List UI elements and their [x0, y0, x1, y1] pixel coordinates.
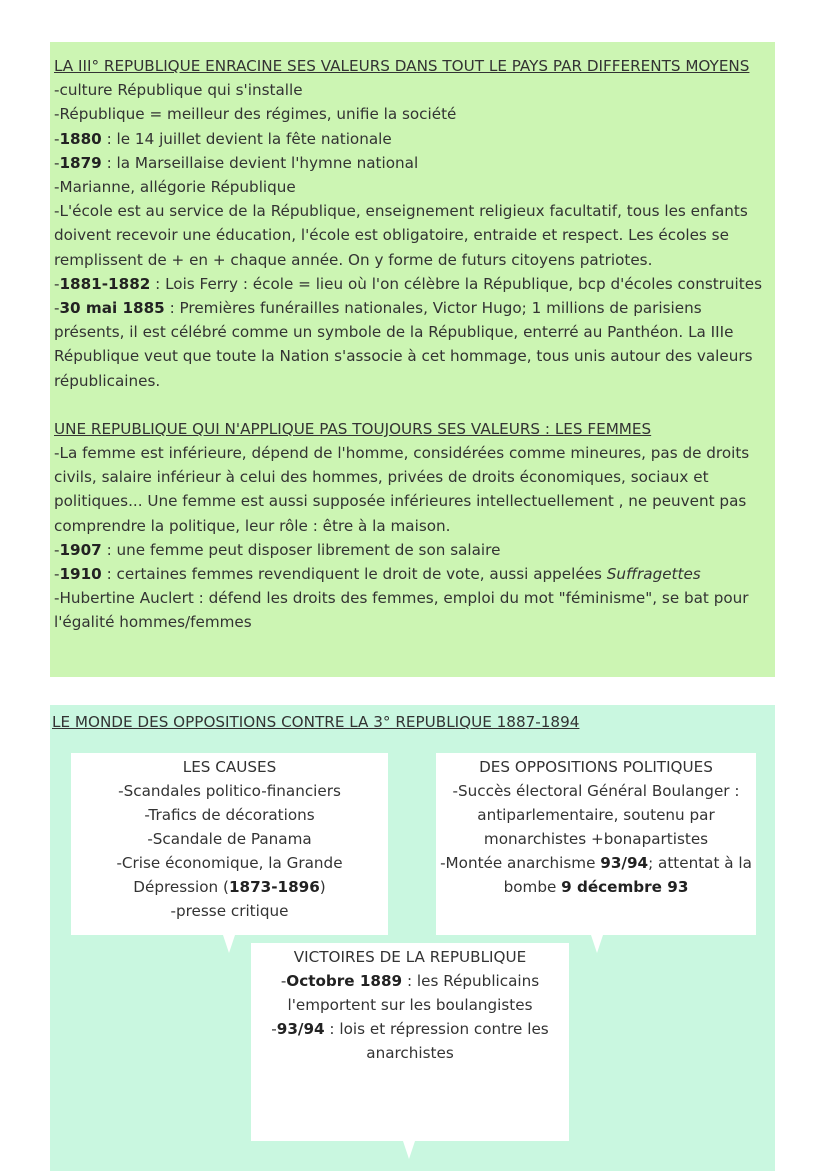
box-line: Dépression (1873-1896) — [133, 878, 326, 896]
box-line: anarchistes — [366, 1044, 454, 1062]
box-line: -Crise économique, la Grande — [116, 854, 343, 872]
list-item: -30 mai 1885 : Premières funérailles nationales, Victor Hugo; 1 millions de parisiens présents, il est célébré comme un symbole de la République, enterré au Panthéon. La IIIe République veut que toute la Nation s'associe à cet hommage, tous unis autour des valeurs républicaines. — [54, 299, 753, 390]
list-item: -culture République qui s'installe — [54, 81, 303, 100]
box-line: bombe 9 décembre 93 — [503, 878, 689, 896]
list-item: -Hubertine Auclert : défend les droits des femmes, emploi du mot "féminisme", se bat pour l'égalité hommes/femmes — [54, 589, 749, 632]
date-bold: 1907 — [59, 540, 102, 559]
box-title: VICTOIRES DE LA REPUBLIQUE — [293, 948, 527, 966]
date-bold: 1910 — [59, 565, 102, 584]
green-section — [50, 42, 775, 677]
date-bold: 1880 — [59, 129, 102, 148]
list-item: -Marianne, allégorie République — [54, 178, 296, 197]
box-line: -Octobre 1889 : les Républicains — [280, 972, 540, 990]
speech-tail — [403, 1141, 415, 1159]
list-item: -1880 : le 14 juillet devient la fête nationale — [54, 129, 392, 148]
box-line: monarchistes +bonapartistes — [483, 830, 709, 848]
date-bold: 1881-1882 — [59, 274, 151, 293]
list-item: -1910 : certaines femmes revendiquent le droit de vote, aussi appelées Suffragettes — [54, 565, 701, 584]
speech-tail — [591, 935, 603, 953]
causes-box — [71, 753, 388, 935]
box-line: -Trafics de décorations — [144, 806, 315, 824]
box-line: -presse critique — [170, 902, 289, 920]
list-item: -1881-1882 : Lois Ferry : école = lieu où l'on célèbre la République, bcp d'écoles construites — [54, 274, 762, 293]
box-line: l'emportent sur les boulangistes — [287, 996, 533, 1014]
heading-republic-values: LA III° REPUBLIQUE ENRACINE SES VALEURS DANS TOUT LE PAYS PAR DIFFERENTS MOYENS — [54, 57, 750, 75]
heading-oppositions: LE MONDE DES OPPOSITIONS CONTRE LA 3° REPUBLIQUE 1887-1894 — [52, 713, 580, 731]
list-item: -1879 : la Marseillaise devient l'hymne national — [54, 153, 419, 172]
box-line: -Scandales politico-financiers — [118, 782, 341, 800]
box-title: DES OPPOSITIONS POLITIQUES — [479, 758, 713, 776]
spacer — [54, 393, 769, 417]
box-line: -Scandale de Panama — [147, 830, 312, 848]
list-item: -République = meilleur des régimes, unifie la société — [54, 105, 457, 124]
date-bold: 30 mai 1885 — [59, 299, 165, 318]
box-line: -Montée anarchisme 93/94; attentat à la — [440, 854, 752, 872]
italic-term: Suffragettes — [606, 565, 701, 584]
republic-victories-box — [251, 943, 569, 1141]
box-line: -93/94 : lois et répression contre les — [271, 1020, 549, 1038]
heading-women: UNE REPUBLIQUE QUI N'APPLIQUE PAS TOUJOURS SES VALEURS : LES FEMMES — [54, 419, 652, 438]
list-item: -La femme est inférieure, dépend de l'homme, considérées comme mineures, pas de droits civils, salaire inférieur à celui des hommes, privées de droits économiques, sociaux et politiques... Une femme est aussi supposée inférieures intellectuellement , ne peuvent pas comprendre la politique, leur rôle : être à la maison. — [54, 444, 750, 535]
box-title: LES CAUSES — [182, 758, 277, 776]
speech-tail — [223, 935, 235, 953]
green-section-content — [54, 54, 769, 635]
list-item: -1907 : une femme peut disposer librement de son salaire — [54, 540, 501, 559]
political-oppositions-box — [436, 753, 756, 935]
box-line: antiparlementaire, soutenu par — [477, 806, 715, 824]
mint-section — [50, 705, 775, 1171]
list-item: -L'école est au service de la République, enseignement religieux facultatif, tous les enfants doivent recevoir une éducation, l'école est obligatoire, entraide et respect. Les écoles se remplissent de + en + chaque année. On y forme de futurs citoyens patriotes. — [54, 202, 748, 269]
box-line: -Succès électoral Général Boulanger : — [452, 782, 740, 800]
date-bold: 1879 — [59, 153, 102, 172]
